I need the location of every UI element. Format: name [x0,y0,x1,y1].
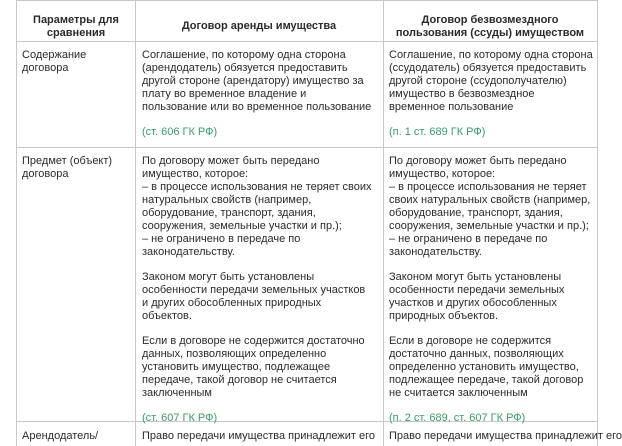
row2-free-use-ref-link[interactable]: (п. 2 ст. 689, ст. 607 ГК РФ) [389,412,526,424]
row2-free-use-p5: Если в договоре не содержится достаточно данных, позволяющих определенно установить имущество, подлежащее передаче, такой договор не считается заключенным [389,335,584,399]
row2-free-use-cell [389,155,593,425]
row2-free-use-p2: – в процессе использования не теряет своих натуральных свойств (например, оборудование, транспорт, здания, сооружения, земельные участки и пр.); [389,181,591,232]
table-top-border [16,0,598,1]
row1-label-text: Содержание договора [22,49,87,74]
header-bottom-border [16,41,598,42]
row3-label [22,430,130,443]
row2-label-text: Предмет (объект) договора [22,155,113,180]
row2-rent-p5: Если в договоре не содержится достаточно данных, позволяющих определенно установить имущество, подлежащее передаче, такой договор не считается заключенным [142,335,365,399]
row2-free-use-p3: – не ограничено в передаче по законодательству. [389,233,548,258]
col2-divider [383,0,384,446]
row2-rent-p2: – в процессе использования не теряет своих натуральных свойств (например, оборудование, транспорт, здания, сооружения, земельные участки и пр.); [142,181,372,232]
row1-free-use-text: Соглашение, по которому одна сторона (ссудодатель) обязуется предоставить другой стороне (ссудополучателю) имущество в безвозмездное временное пользование [389,49,593,113]
row1-free-use-ref-link[interactable]: (п. 1 ст. 689 ГК РФ) [389,126,486,138]
row1-rent-text: Соглашение, по которому одна сторона (арендодатель) обязуется предоставить другой стороне (арендатору) имущество за плату во временное владение и пользование или во временное пользование [142,49,372,113]
row1-label [22,49,130,75]
row3-rent-cell [142,430,378,443]
row1-bottom-border [16,147,598,148]
table-right-border [597,0,598,446]
row2-rent-p3: – не ограничено в передаче по законодательству. [142,233,301,258]
row3-free-use-cell [389,430,622,443]
row2-rent-p1: По договору может быть передано имущество, которое: [142,155,320,180]
header-rent-text: Договор аренды имущества [181,20,337,32]
col1-divider [135,0,136,446]
header-free-use [388,14,592,40]
header-params-text: Параметры для сравнения [33,14,119,39]
comparison-table [16,0,622,446]
row1-rent-cell [142,49,374,139]
header-params [22,14,130,40]
row2-label [22,155,114,181]
row3-rent-text: Право передачи имущества принадлежит его [142,430,375,442]
header-rent [140,20,378,33]
row2-free-use-p4: Законом могут быть установлены особенности передачи земельных участков и других обособленных природных объектов. [389,271,565,322]
row1-free-use-cell [389,49,593,139]
table-left-border [16,0,17,446]
row3-free-use-text: Право передачи имущества принадлежит его [389,430,622,442]
row3-label-text: Арендодатель/ [22,430,99,442]
header-free-use-text: Договор безвозмездного пользования (ссуды) имуществом [395,14,585,39]
row2-rent-cell [142,155,374,425]
row1-rent-ref-link[interactable]: (ст. 606 ГК РФ) [142,126,218,138]
row2-rent-ref-link[interactable]: (ст. 607 ГК РФ) [142,412,218,424]
row2-free-use-p1: По договору может быть передано имущество, которое: [389,155,567,180]
row2-rent-p4: Законом могут быть установлены особенности передачи земельных участков и других обособленных природных объектов. [142,271,366,322]
